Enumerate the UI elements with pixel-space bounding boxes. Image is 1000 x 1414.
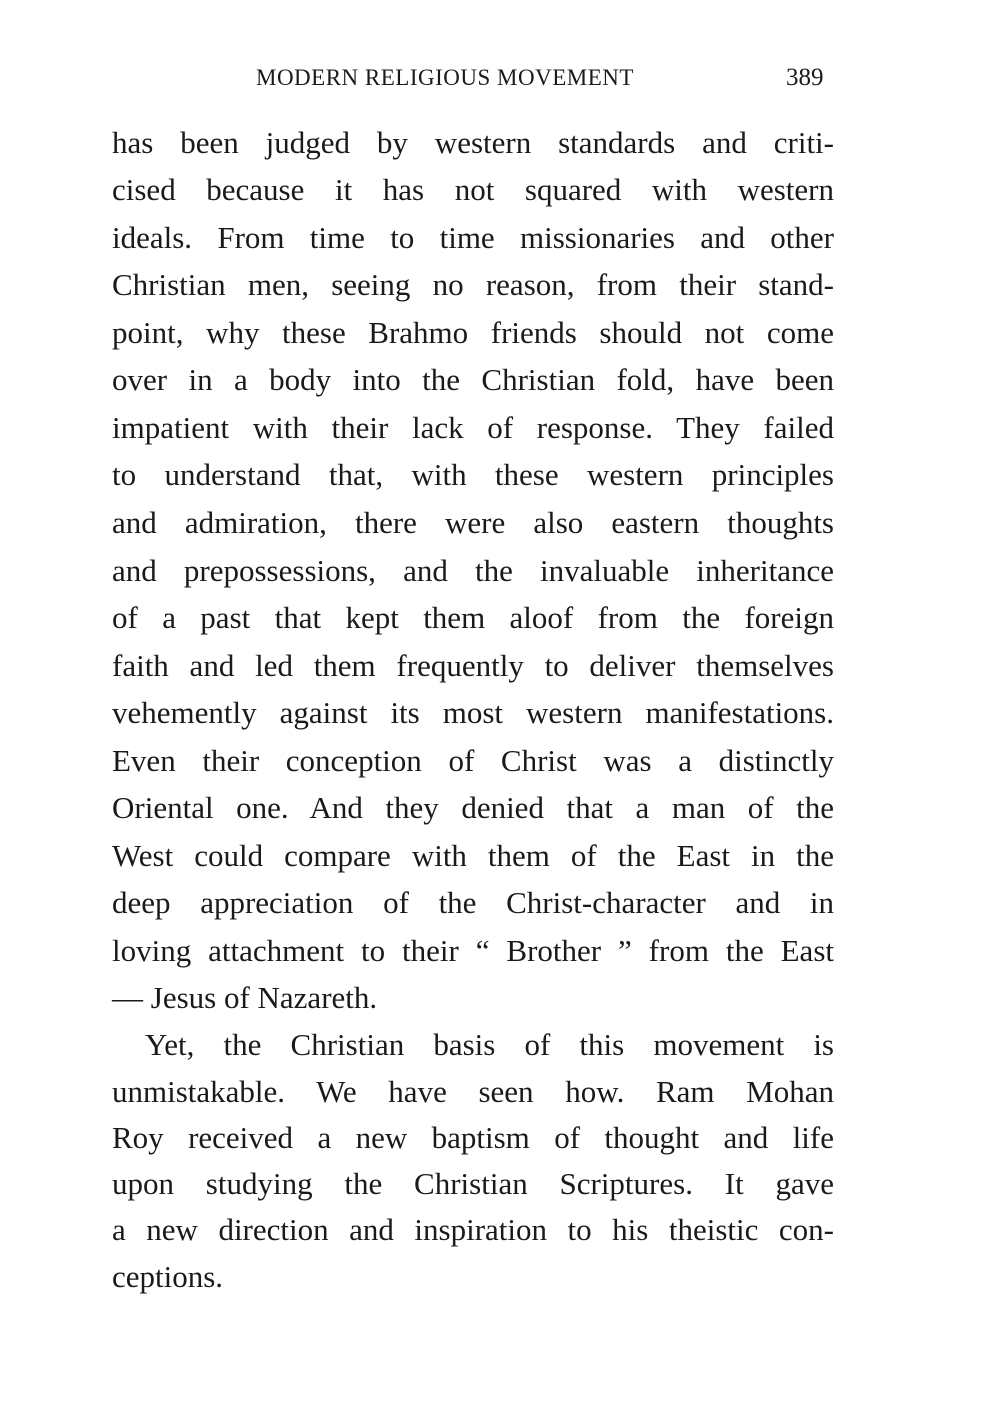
text-line: and admiration, there were also eastern thoughts <box>112 505 834 540</box>
text-line: ideals. From time to time missionaries and other <box>112 220 834 255</box>
page-number: 389 <box>786 64 824 91</box>
text-line: impatient with their lack of response. They failed <box>112 410 834 445</box>
text-line: Yet, the Christian basis of this movement is <box>145 1027 834 1062</box>
text-line: vehemently against its most western manifestations. <box>112 695 834 730</box>
text-line: Even their conception of Christ was a distinctly <box>112 743 834 778</box>
text-line: West could compare with them of the East in the <box>112 838 834 873</box>
text-line: point, why these Brahmo friends should not come <box>112 315 834 350</box>
text-line: and prepossessions, and the invaluable inheritance <box>112 553 834 588</box>
text-line: of a past that kept them aloof from the foreign <box>112 600 834 635</box>
text-line: Roy received a new baptism of thought and life <box>112 1120 834 1155</box>
text-line: upon studying the Christian Scriptures. It gave <box>112 1166 834 1201</box>
text-line: a new direction and inspiration to his theistic con- <box>112 1212 834 1247</box>
text-line: faith and led them frequently to deliver themselves <box>112 648 834 683</box>
text-line: Christian men, seeing no reason, from their stand- <box>112 267 834 302</box>
text-line: cised because it has not squared with western <box>112 172 834 207</box>
running-header <box>0 58 1000 98</box>
text-line: — Jesus of Nazareth. <box>112 980 378 1015</box>
text-line: loving attachment to their “ Brother ” from the East <box>112 933 834 968</box>
text-line: over in a body into the Christian fold, have been <box>112 362 834 397</box>
text-line: to understand that, with these western principles <box>112 457 834 492</box>
text-line: ceptions. <box>112 1259 224 1294</box>
text-line: deep appreciation of the Christ-character and in <box>112 885 834 920</box>
text-line: unmistakable. We have seen how. Ram Mohan <box>112 1074 834 1109</box>
running-title: MODERN RELIGIOUS MOVEMENT <box>256 65 634 90</box>
text-line: Oriental one. And they denied that a man of the <box>112 790 834 825</box>
text-line: has been judged by western standards and criti- <box>112 125 834 160</box>
